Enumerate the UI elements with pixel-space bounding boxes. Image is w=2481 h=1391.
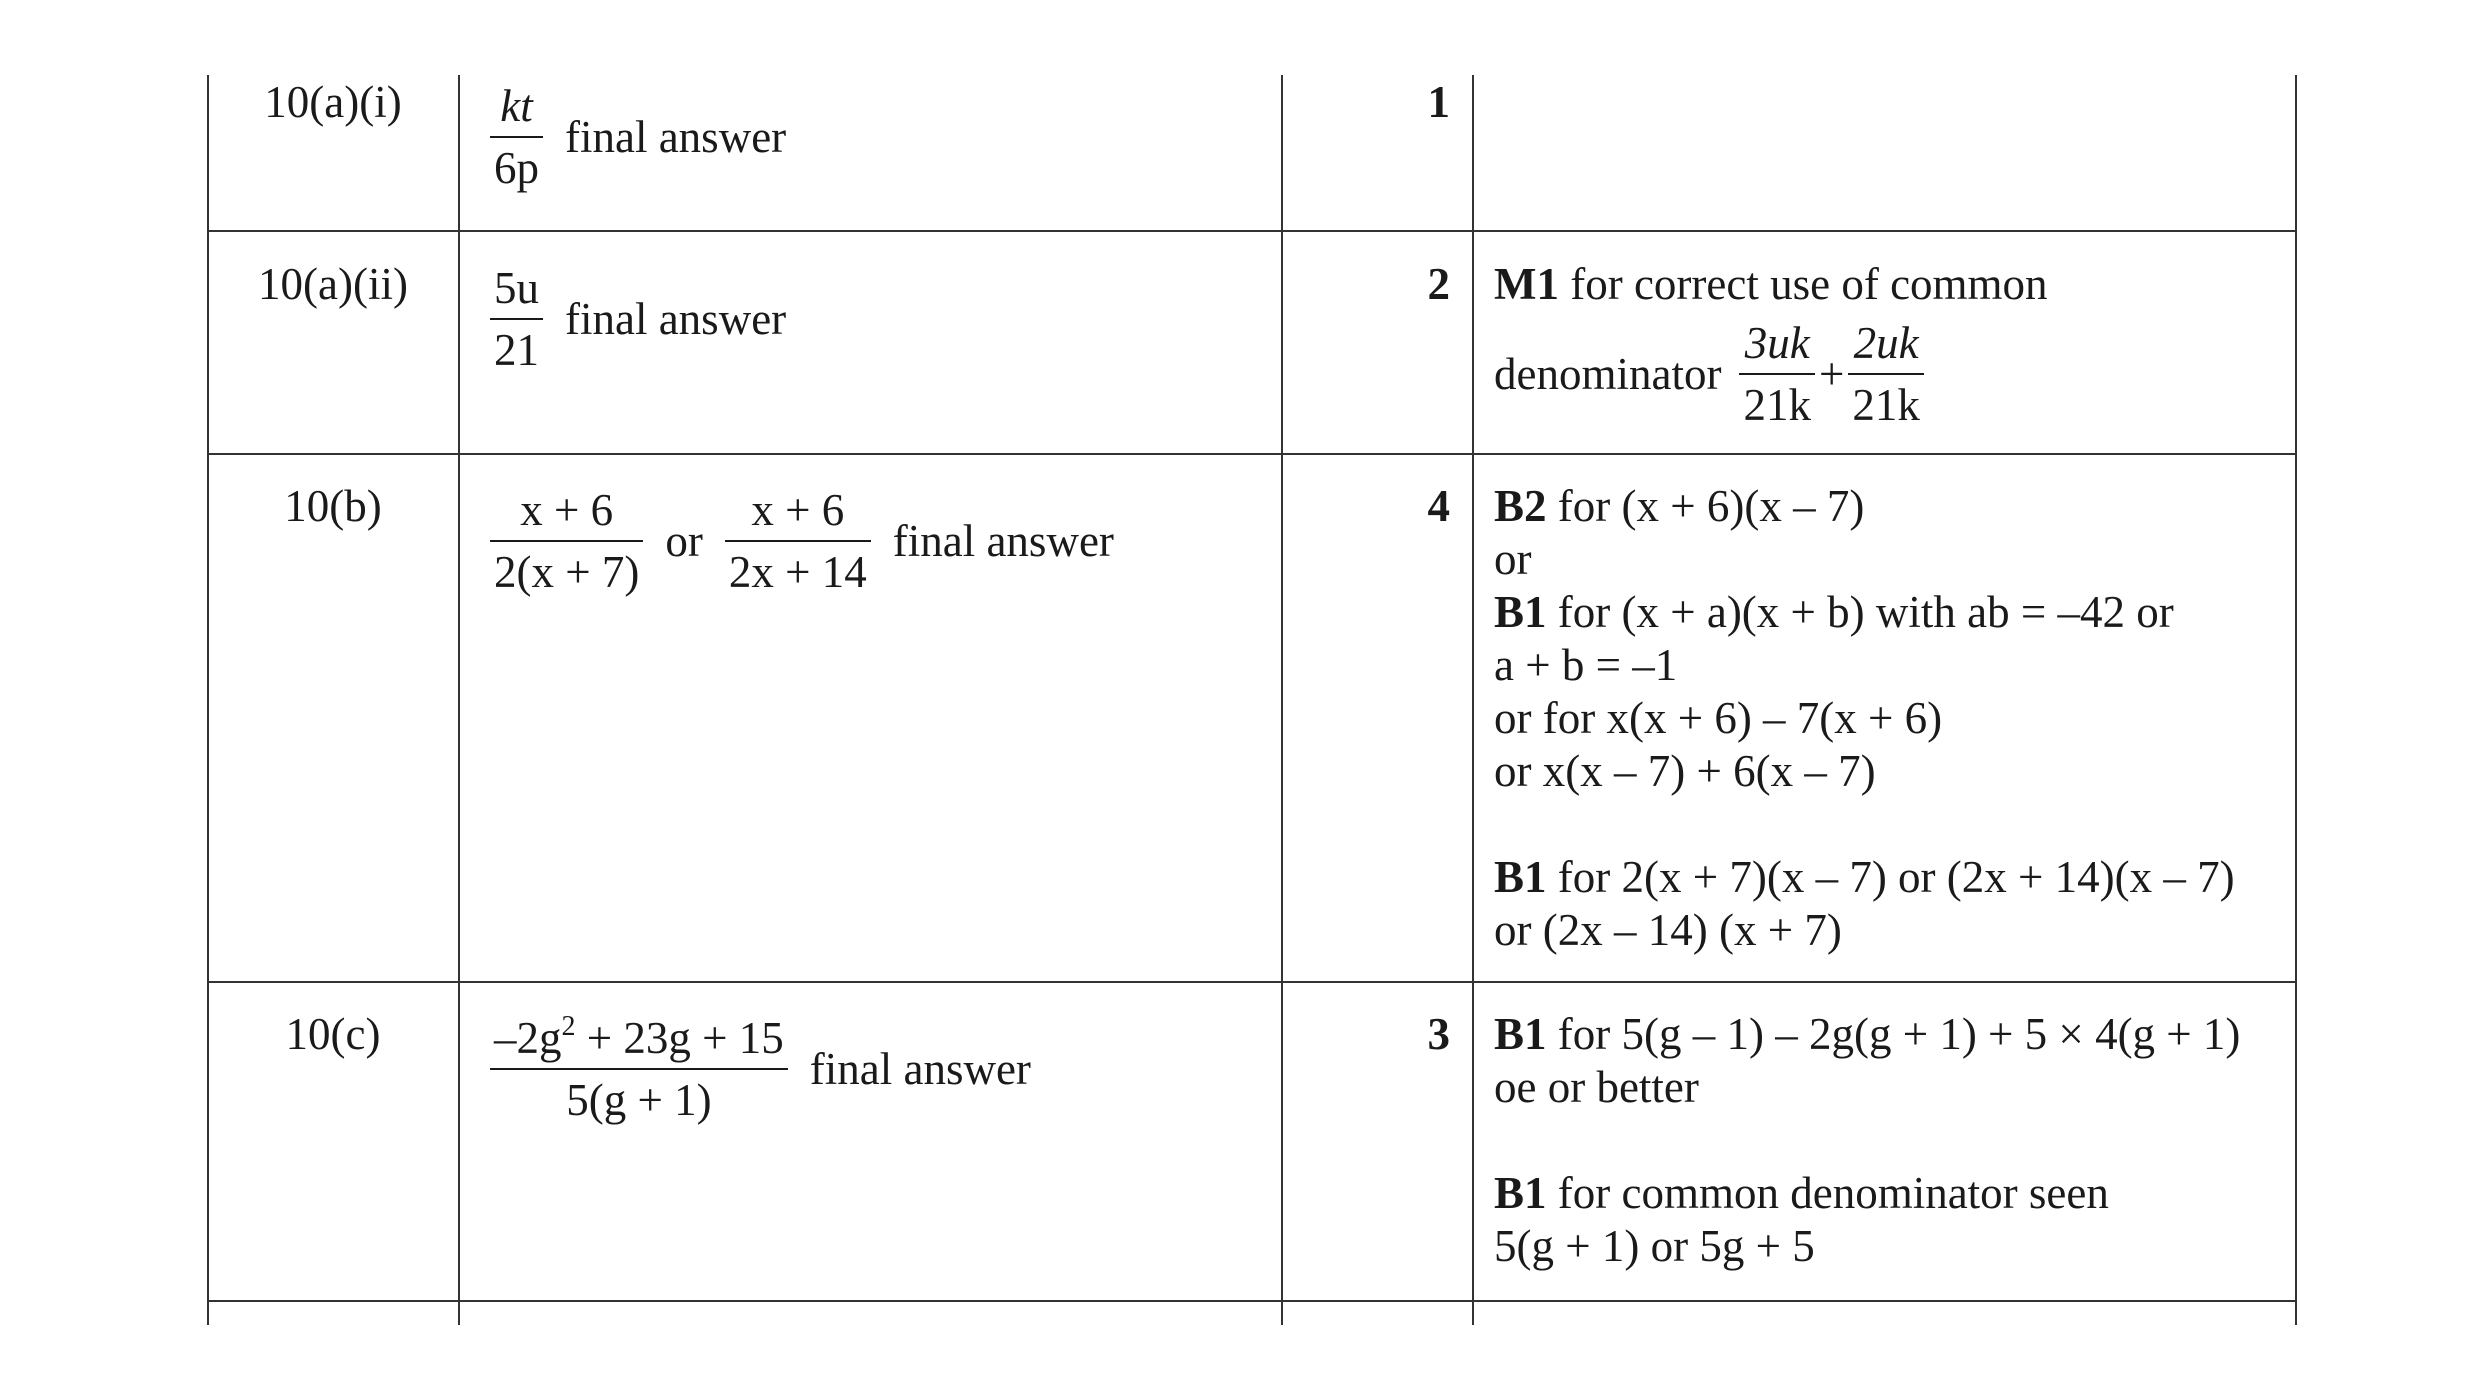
guidance-fraction: $\frac{3uk}{21k}$: [1739, 313, 1815, 435]
table-border-left: [207, 75, 209, 1325]
guidance-line: M1 for correct use of common: [1494, 259, 2048, 309]
marks-cell: 1: [1427, 77, 1450, 127]
table-border-right: [2295, 75, 2297, 1325]
column-divider-1: [458, 75, 460, 1325]
marks-cell: 2: [1427, 259, 1450, 309]
guidance-cell: [1494, 480, 2284, 957]
guidance-line: or x(x – 7) + 6(x – 7): [1494, 746, 1876, 796]
answer-cell: $\frac{kt}{6p}$ final answer: [490, 76, 786, 198]
answer-cell: $\frac{5u}{21}$ final answer: [490, 258, 786, 380]
guidance-line: B2 for (x + 6)(x – 7): [1494, 481, 1865, 531]
marks-cell: 4: [1427, 481, 1450, 531]
question-number: 10(a)(i): [264, 77, 402, 127]
guidance-line: or: [1494, 534, 1532, 584]
answer-cell: $\frac{x + 6}{2(x + 7)}$ or $\frac{x + 6}{2x + 14}$ final answer: [490, 480, 1114, 602]
row-divider-2: [207, 453, 2297, 455]
guidance-line: or for x(x + 6) – 7(x + 6): [1494, 693, 1943, 743]
guidance-line: a + b = –1: [1494, 640, 1678, 690]
guidance-line: B1 for common denominator seen: [1494, 1168, 2109, 1218]
row-divider-1: [207, 230, 2297, 232]
column-divider-2: [1281, 75, 1283, 1325]
guidance-line: denominator $\frac{3uk}{21k}$ + $\frac{2uk}{21k}$: [1494, 313, 2284, 435]
answer-fraction: $\frac{x + 6}{2x + 14}$: [725, 480, 871, 602]
answer-fraction: $\frac{kt}{6p}$: [490, 76, 543, 198]
guidance-line: or (2x – 14) (x + 7): [1494, 905, 1842, 955]
guidance-cell: [1494, 1008, 2284, 1273]
answer-fraction: $\frac{-2g^2 + 23g + 15}{5(g + 1)}$: [490, 1008, 788, 1130]
answer-fraction: $\frac{x + 6}{2(x + 7)}$: [490, 480, 643, 602]
row-divider-4: [207, 1300, 2297, 1302]
marks-cell: 3: [1427, 1009, 1450, 1059]
question-number: 10(a)(ii): [258, 259, 408, 309]
guidance-line: B1 for 5(g – 1) – 2g(g + 1) + 5 × 4(g + 1): [1494, 1009, 2241, 1059]
guidance-cell: [1494, 258, 2284, 435]
guidance-line: oe or better: [1494, 1062, 1699, 1112]
column-divider-3: [1472, 75, 1474, 1325]
guidance-line: B1 for (x + a)(x + b) with ab = –42 or: [1494, 587, 2174, 637]
guidance-line: B1 for 2(x + 7)(x – 7) or (2x + 14)(x – 7): [1494, 852, 2235, 902]
guidance-line: 5(g + 1) or 5g + 5: [1494, 1221, 1815, 1271]
question-number: 10(b): [284, 481, 382, 531]
answer-fraction: $\frac{5u}{21}$: [490, 258, 543, 380]
guidance-fraction: $\frac{2uk}{21k}$: [1848, 313, 1924, 435]
question-number: 10(c): [285, 1009, 381, 1059]
answer-cell: $\frac{-2g^2 + 23g + 15}{5(g + 1)}$ final answer: [490, 1008, 1031, 1130]
row-divider-3: [207, 981, 2297, 983]
